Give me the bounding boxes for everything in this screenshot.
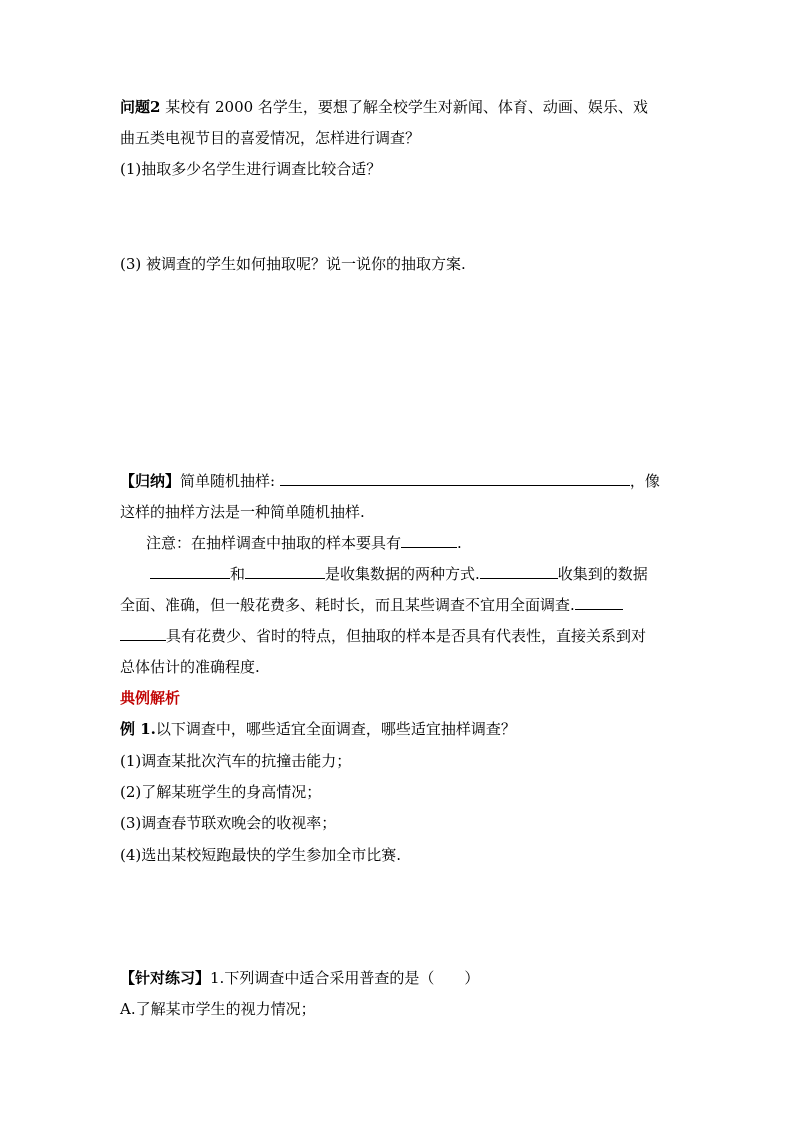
example-item-3: (3)调查春节联欢晚会的收视率；	[120, 814, 337, 832]
example1-label: 例 1.	[120, 720, 156, 738]
summary-line2: 这样的抽样方法是一种简单随机抽样.	[120, 503, 365, 521]
line6-text: 具有花费少、省时的特点，但抽取的样本是否具有代表性，直接关系到对	[166, 627, 647, 645]
summary-line5	[120, 595, 680, 615]
line5-text: 全面、准确，但一般花费多、耗时长，而且某些调查不宜用全面调查.	[120, 596, 575, 614]
summary-note	[146, 533, 706, 553]
summary-line1	[120, 471, 680, 491]
example1	[120, 719, 680, 739]
line4-he: 和	[230, 565, 246, 583]
problem2-number: 2	[150, 98, 161, 116]
line4-end: 收集到的数据	[557, 565, 648, 583]
summary-tail: ，像	[629, 472, 660, 490]
example1-text: 以下调查中，哪些适宜全面调查，哪些适宜抽样调查？	[155, 720, 516, 738]
blank-representative[interactable]	[401, 533, 457, 548]
line4-mid: 是收集数据的两种方式.	[325, 565, 480, 583]
problem2-q1: (1)抽取多少名学生进行调查比较合适？	[120, 160, 382, 178]
example-item-4: (4)选出某校短跑最快的学生参加全市比赛.	[120, 846, 402, 864]
practice-option-a: A.了解某市学生的视力情况；	[120, 1000, 316, 1018]
note-end: .	[457, 534, 462, 552]
example-item-2: (2)了解某班学生的身高情况；	[120, 783, 322, 801]
practice-line	[120, 968, 680, 988]
problem2-label: 问题	[120, 98, 151, 116]
problem2-line2: 曲五类电视节目的喜爱情况，怎样进行调查？	[120, 129, 421, 147]
blank-full-survey[interactable]	[480, 564, 558, 579]
summary-line7: 总体估计的准确程度.	[120, 658, 260, 676]
practice-label: 【针对练习】	[120, 969, 211, 987]
examples-heading: 典例解析	[120, 689, 181, 707]
summary-head: 简单随机抽样:	[180, 472, 276, 490]
problem2-q3: (3) 被调查的学生如何抽取呢？说一说你的抽取方案.	[120, 255, 466, 273]
blank-method1[interactable]	[150, 564, 230, 579]
problem2-line1	[120, 97, 680, 117]
summary-line6	[120, 626, 680, 646]
summary-line4	[150, 564, 710, 584]
example-item-1: (1)调查某批次汽车的抗撞击能力；	[120, 752, 352, 770]
blank-definition[interactable]	[280, 471, 630, 486]
blank-sample-survey-part2[interactable]	[120, 626, 166, 641]
problem2-text1: 某校有 2000 名学生，要想了解全校学生对新闻、体育、动画、娱乐、戏	[160, 98, 648, 116]
blank-sample-survey-part1[interactable]	[575, 595, 623, 610]
blank-method2[interactable]	[245, 564, 325, 579]
note-text: 注意：在抽样调查中抽取的样本要具有	[146, 534, 402, 552]
practice-text: 1.下列调查中适合采用普查的是（ ）	[210, 969, 480, 987]
summary-label: 【归纳】	[120, 472, 181, 490]
